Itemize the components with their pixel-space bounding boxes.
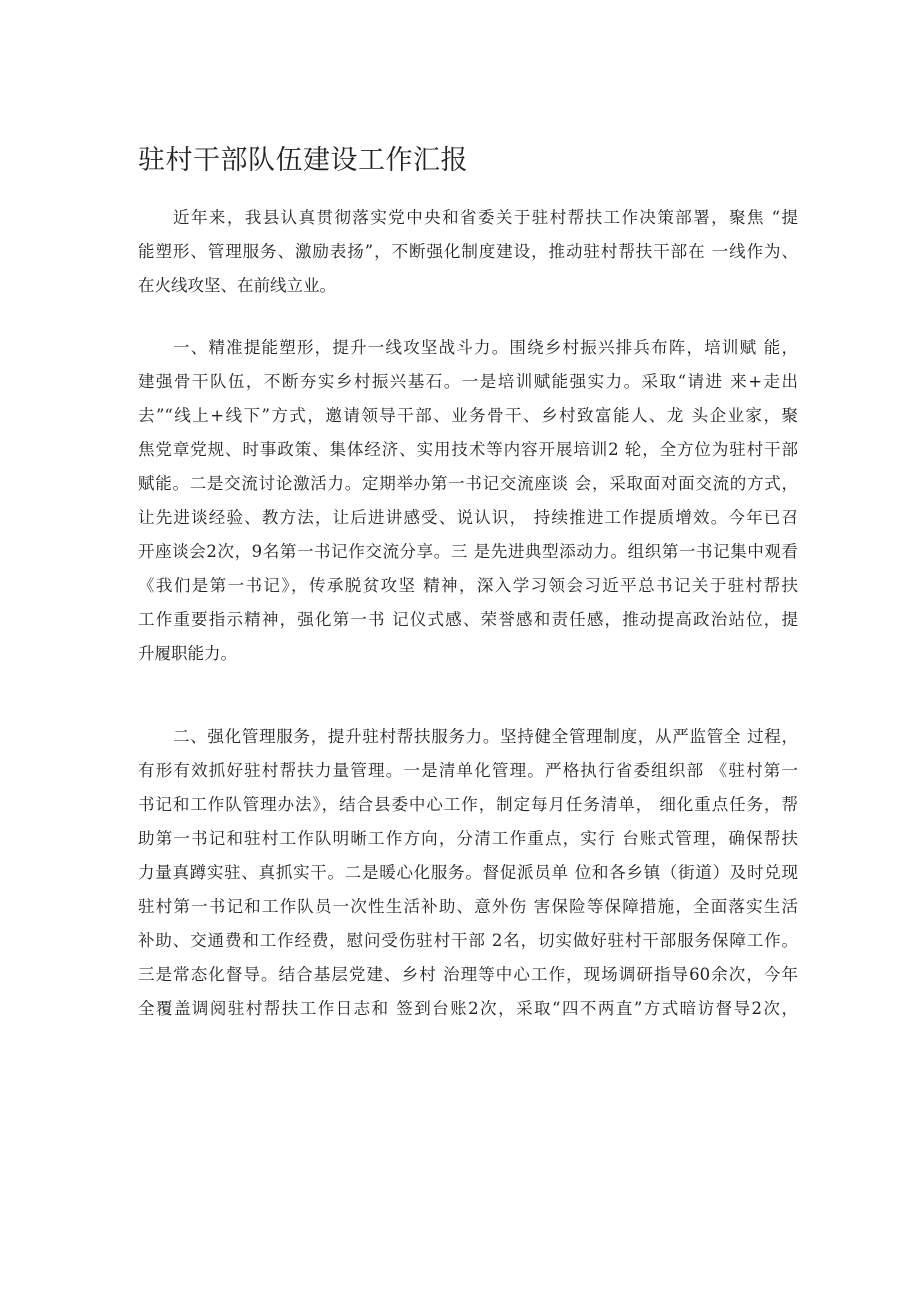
paragraph-section-one bbox=[138, 331, 798, 671]
document-title: 驻村干部队伍建设工作汇报 bbox=[138, 145, 468, 176]
text-line: 补助、交通费和工作经费，慰问受伤驻村干部 2名，切实做好驻村干部服务保障工作。 bbox=[138, 931, 798, 950]
text-line: 赋能。二是交流讨论激活力。定期举办第一书记交流座谈 会，采取面对面交流的方式， bbox=[138, 474, 798, 493]
text-line: 二、强化管理服务，提升驻村帮扶服务力。坚持健全管理制度，从严监管全 过程， bbox=[173, 727, 798, 746]
text-line: 书记和工作队管理办法》，结合县委中心工作，制定每月任务清单， 细化重点任务，帮 bbox=[138, 795, 798, 814]
text-line: 一、精准提能塑形，提升一线攻坚战斗力。围绕乡村振兴排兵布阵，培训赋 能， bbox=[173, 338, 798, 357]
text-line: 让先进谈经验、教方法，让后进讲感受、说认识， 持续推进工作提质增效。今年已召 bbox=[138, 508, 798, 527]
text-line: 有形有效抓好驻村帮扶力量管理。一是清单化管理。严格执行省委组织部 《驻村第一 bbox=[138, 761, 798, 780]
text-line: 三是常态化督导。结合基层党建、乡村 治理等中心工作，现场调研指导60余次，今年 bbox=[138, 965, 798, 984]
text-line: 力量真蹲实驻、真抓实干。二是暖心化服务。督促派员单 位和各乡镇（街道）及时兑现 bbox=[138, 863, 798, 882]
text-line: 焦党章党规、时事政策、集体经济、实用技术等内容开展培训2 轮，全方位为驻村干部 bbox=[138, 440, 798, 459]
text-line: 助第一书记和驻村工作队明晰工作方向，分清工作重点，实行 台账式管理，确保帮扶 bbox=[138, 829, 798, 848]
text-line: 能塑形、管理服务、激励表扬”，不断强化制度建设，推动驻村帮扶干部在 一线作为、 bbox=[138, 242, 798, 261]
text-line: 去”“线上+线下”方式，邀请领导干部、业务骨干、乡村致富能人、龙 头企业家，聚 bbox=[138, 406, 798, 425]
text-line: 升履职能力。 bbox=[138, 644, 237, 663]
text-line: 《我们是第一书记》，传承脱贫攻坚 精神，深入学习领会习近平总书记关于驻村帮扶 bbox=[138, 576, 798, 595]
text-line: 全覆盖调阅驻村帮扶工作日志和 签到台账2次，采取“四不两直”方式暗访督导2次， bbox=[138, 999, 798, 1018]
text-line: 工作重要指示精神，强化第一书 记仪式感、荣誉感和责任感，推动提高政治站位，提 bbox=[138, 610, 798, 629]
text-line: 驻村第一书记和工作队员一次性生活补助、意外伤 害保险等保障措施，全面落实生活 bbox=[138, 897, 798, 916]
text-line: 在火线攻坚、在前线立业。 bbox=[138, 276, 336, 295]
text-line: 近年来，我县认真贯彻落实党中央和省委关于驻村帮扶工作决策部署，聚焦 “提 bbox=[173, 208, 798, 227]
paragraph-intro bbox=[138, 201, 798, 303]
paragraph-section-two bbox=[138, 720, 798, 1026]
text-line: 开座谈会2次，9名第一书记作交流分享。三 是先进典型添动力。组织第一书记集中观看 bbox=[138, 542, 798, 561]
text-line: 建强骨干队伍，不断夯实乡村振兴基石。一是培训赋能强实力。采取“请进 来+走出 bbox=[138, 372, 798, 391]
